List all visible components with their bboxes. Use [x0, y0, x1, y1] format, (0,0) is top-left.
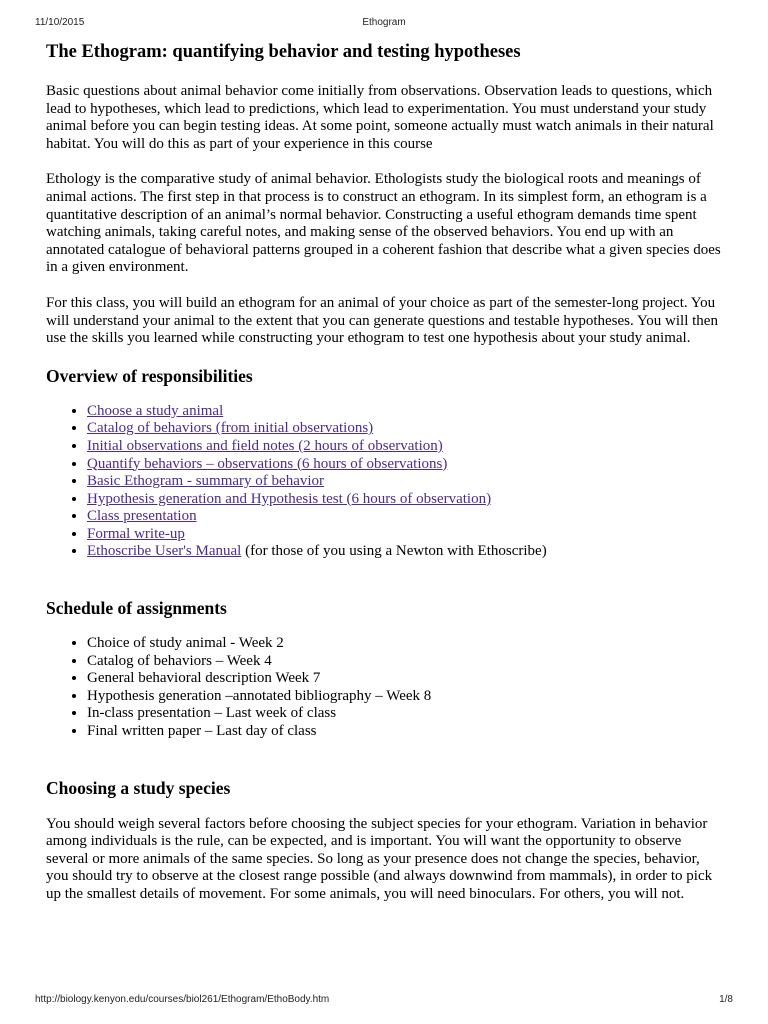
manual-note: (for those of you using a Newton with Ethoscribe) [241, 543, 547, 560]
link-basic-ethogram[interactable]: Basic Ethogram - summary of behavior [87, 473, 325, 490]
schedule-item: • In-class presentation – Last week of class [87, 705, 726, 723]
intro-paragraph-2: Ethology is the comparative study of animal behavior. Ethologists study the biological roots and meanings of animal actions. The first step in that process is to construct an ethogram. In its simplest form, an ethogram is a quantitative description of an animal’s normal behavior. Constructing a useful ethogram demands time spent watching animals, taking careful notes, and making sense of the observed behaviors. You end up with an annotated catalogue of behavioral patterns grouped in a coherent fashion that describe what a given species does in a given environment. [46, 171, 721, 276]
intro-paragraph-3: For this class, you will build an ethogram for an animal of your choice as part of the semester-long project. You will understand your animal to the extent that you can generate questions and testable hypotheses. You will then use the skills you learned while constructing your ethogram to test one hypothesis about your study animal. [46, 294, 718, 347]
overview-heading: Overview of responsibilities [46, 365, 253, 386]
choosing-paragraph: You should weigh several factors before choosing the subject species for your ethogram. Variation in behavior among individuals is the rule, can be expected, and is important. You will want the opportunity to observe several or more animals of the same species. So long as your presence does not change the species, behavior, you should try to observe at the closest range possible (and always downwind from mammals), in order to pick up the smallest details of movement. For some animals, you will need binoculars. For others, you will not. [46, 815, 713, 902]
schedule-heading: Schedule of assignments [46, 598, 227, 619]
link-hypothesis-generation[interactable]: Hypothesis generation and Hypothesis test (6 hours of observation) [87, 490, 492, 507]
link-catalog-behaviors[interactable]: Catalog of behaviors (from initial observations) [87, 420, 374, 437]
list-item [87, 456, 726, 474]
print-header [0, 17, 768, 31]
print-date: 11/10/2015 [35, 17, 85, 28]
schedule-item: • Catalog of behaviors – Week 4 [87, 653, 726, 671]
document-body [46, 40, 726, 904]
print-footer [0, 994, 768, 1008]
print-title: Ethogram [362, 17, 406, 28]
list-item [87, 420, 726, 438]
link-ethoscribe-manual[interactable]: Ethoscribe User's Manual [87, 543, 242, 560]
list-item [87, 473, 726, 491]
schedule-item: • Hypothesis generation –annotated bibliography – Week 8 [87, 688, 726, 706]
list-item [87, 543, 726, 561]
schedule-item: • General behavioral description Week 7 [87, 670, 726, 688]
schedule-item: • Choice of study animal - Week 2 [87, 635, 726, 653]
list-item [87, 491, 726, 509]
page-title: The Ethogram: quantifying behavior and testing hypotheses [46, 42, 521, 62]
link-quantify-behaviors[interactable]: Quantify behaviors – observations (6 hours of observations) [87, 455, 448, 472]
list-item [87, 438, 726, 456]
choosing-heading: Choosing a study species [46, 777, 231, 798]
list-item [87, 508, 726, 526]
link-formal-write-up[interactable]: Formal write-up [87, 525, 185, 542]
link-choose-study-animal[interactable]: Choose a study animal [87, 402, 224, 419]
page-indicator: 1/8 [719, 994, 733, 1005]
list-item [87, 526, 726, 544]
responsibilities-list [46, 403, 726, 561]
intro-paragraph-1: Basic questions about animal behavior come initially from observations. Observation leads to questions, which lead to hypotheses, which lead to predictions, which lead to experimentation. You must understand your study animal before you can begin testing ideas. At some point, someone actually must watch animals in their natural habitat. You will do this as part of your experience in this course [46, 83, 714, 152]
schedule-list [46, 635, 726, 741]
link-class-presentation[interactable]: Class presentation [87, 508, 197, 525]
list-item [87, 403, 726, 421]
schedule-item: • Final written paper – Last day of class [87, 723, 726, 741]
link-initial-observations[interactable]: Initial observations and field notes (2 hours of observation) [87, 437, 443, 454]
print-url: http://biology.kenyon.edu/courses/biol261/Ethogram/EthoBody.htm [35, 994, 330, 1005]
